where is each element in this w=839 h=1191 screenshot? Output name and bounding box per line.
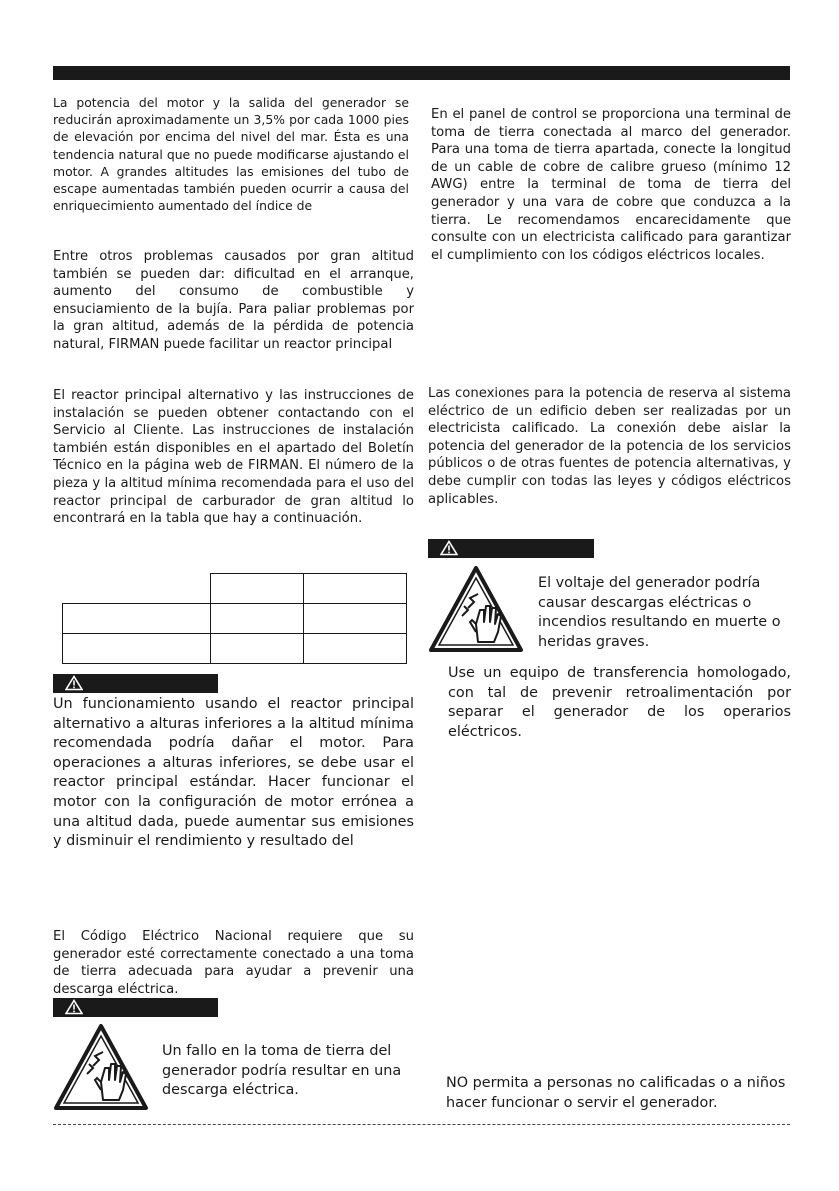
ground-fault-warning-text: Un fallo en la toma de tierra del generador podría resultar en una descarga eléctrica. [162, 1043, 402, 1099]
electric-shock-hand-icon [428, 564, 524, 654]
warning-bar [53, 998, 218, 1017]
grounding-paragraph: En el panel de control se proporciona una terminal de toma de tierra conectada al marco del generador. Para una toma de tierra apartada, conecte la longitud de un cable de cobre de calibre grueso (mínimo 12 AWG) entre la terminal de toma de tierra del generador y una vara de cobre que conduzca a la tierra. Le recomendamos encarecidamente que consulte con un electricista calificado para garantizar el cumplimiento con los códigos eléctricos locales. [431, 107, 791, 263]
caution-text: Un funcionamiento usando el reactor principal alternativo a alturas inferiores a la altitud mínima recomendada podría dañar el motor. Para operaciones a alturas inferiores, se debe usar el reactor principal estándar. Hacer funcionar el motor con la configuración de motor errónea a una altitud dada, puede aumentar sus emisiones y disminuir el rendimiento y resultado del [53, 696, 414, 850]
voltage-warning-text: El voltaje del generador podría causar descargas eléctricas o incendios resultando en muerte o heridas graves. [538, 575, 781, 650]
altitude-problems-paragraph: Entre otros problemas causados por gran altitud también se pueden dar: dificultad en el arranque, aumento del consumo de combustible y ensuciamiento de la bujía. Para paliar problemas por la gran altitud, además de la pérdida de potencia natural, FIRMAN puede facilitar un reactor principal [53, 249, 414, 352]
table-row [63, 604, 407, 634]
warning-triangle-icon [65, 675, 83, 691]
transfer-equipment-text: Use un equipo de transferencia homologado, con tal de prevenir retroalimentación por separar el generador de los operarios eléctricos. [448, 665, 791, 740]
footer-dashed-line [53, 1124, 790, 1125]
warning-bar [428, 539, 594, 558]
standby-power-paragraph: Las conexiones para la potencia de reserva al sistema eléctrico de un edificio deben ser realizadas por un electricista calificado. La conexión debe aislar la potencia del generador de la potencia de los servicios públicos o de otras fuentes de potencia alternativas, y debe cumplir con todas las leyes y códigos eléctricos aplicables. [428, 386, 791, 507]
table-row [63, 634, 407, 664]
altitude-paragraph: La potencia del motor y la salida del generador se reducirán aproximadamente un 3,5% por cada 1000 pies de elevación por encima del nivel del mar. Ésta es una tendencia natural que no puede modificarse ajustando el motor. A grandes altitudes las emisiones del tubo de escape aumentadas también pueden ocurrir a causa del enriquecimiento aumentado del índice de [53, 95, 409, 214]
alternative-jet-paragraph: El reactor principal alternativo y las instrucciones de instalación se pueden obtener contactando con el Servicio al Cliente. Las instrucciones de instalación también están disponibles en el apartado del Boletín Técnico en la página web de FIRMAN. El número de la pieza y la altitud mínima recomendada para el uso del reactor principal de carburador de gran altitud lo encontrará en la tabla que hay a continuación. [53, 388, 414, 527]
header-bar [53, 66, 790, 80]
altitude-table [62, 573, 407, 664]
unqualified-persons-text: NO permita a personas no calificadas o a niños hacer funcionar o servir el generador. [446, 1075, 786, 1111]
caution-bar [53, 674, 218, 693]
electric-shock-hand-icon [53, 1022, 149, 1112]
electrical-code-paragraph: El Código Eléctrico Nacional requiere que su generador esté correctamente conectado a una toma de tierra adecuada para ayudar a prevenir una descarga eléctrica. [53, 929, 414, 997]
table-row [63, 574, 407, 604]
warning-triangle-icon [440, 540, 458, 556]
warning-triangle-icon [65, 999, 83, 1015]
